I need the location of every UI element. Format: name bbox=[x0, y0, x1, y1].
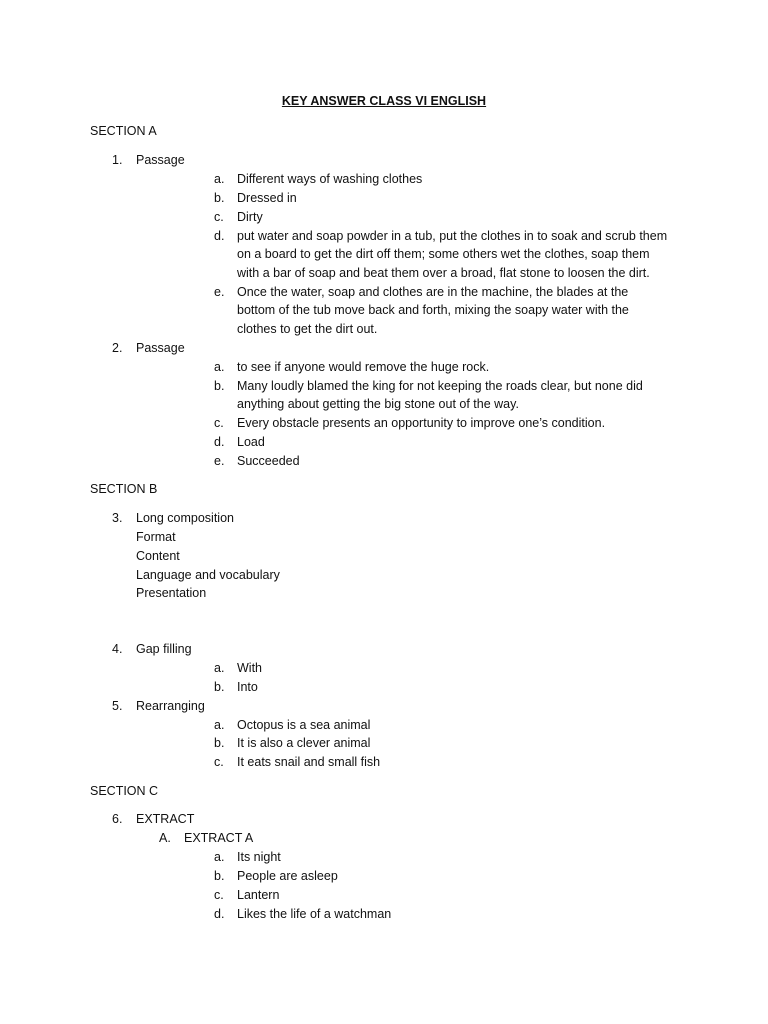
section-b-heading: SECTION B bbox=[90, 482, 158, 496]
q6-d-letter: d. bbox=[214, 907, 225, 921]
q4-a-answer: With bbox=[237, 661, 262, 675]
q2-e-letter: e. bbox=[214, 454, 225, 468]
q4-b-answer: Into bbox=[237, 680, 258, 694]
q6-c-answer: Lantern bbox=[237, 888, 280, 902]
q1-d-answer-line-3: with a bar of soap and beat them over a broad, flat stone to loosen the dirt. bbox=[237, 266, 650, 280]
section-a-heading: SECTION A bbox=[90, 124, 157, 138]
q5-number: 5. bbox=[112, 699, 123, 713]
q3-item: Format bbox=[136, 530, 176, 544]
q2-c-letter: c. bbox=[214, 416, 224, 430]
q5-b-answer: It is also a clever animal bbox=[237, 736, 371, 750]
q2-d-answer: Load bbox=[237, 435, 265, 449]
q1-d-answer-line-2: on a board to get the dirt off them; some others wet the clothes, soap them bbox=[237, 247, 650, 261]
q6-sub-label: EXTRACT A bbox=[184, 831, 254, 845]
q1-label: Passage bbox=[136, 153, 185, 167]
q3-item: Presentation bbox=[136, 586, 207, 600]
q4-a-letter: a. bbox=[214, 661, 225, 675]
q6-c-letter: c. bbox=[214, 888, 224, 902]
q6-sub-letter: A. bbox=[159, 831, 171, 845]
q5-c-letter: c. bbox=[214, 755, 224, 769]
q1-d-letter: d. bbox=[214, 229, 225, 243]
q3-label: Long composition bbox=[136, 511, 234, 525]
q2-b-letter: b. bbox=[214, 379, 225, 393]
q5-a-answer: Octopus is a sea animal bbox=[237, 718, 371, 732]
q1-c-answer: Dirty bbox=[237, 210, 263, 224]
q5-b-letter: b. bbox=[214, 736, 225, 750]
q2-label: Passage bbox=[136, 341, 185, 355]
q1-e-answer-line-2: bottom of the tub move back and forth, mixing the soapy water with the bbox=[237, 303, 629, 317]
q2-e-answer: Succeeded bbox=[237, 454, 300, 468]
q1-e-answer-line-1: Once the water, soap and clothes are in the machine, the blades at the bbox=[237, 285, 629, 299]
q4-b-letter: b. bbox=[214, 680, 225, 694]
q5-c-answer: It eats snail and small fish bbox=[237, 755, 381, 769]
q2-b-answer-line-1: Many loudly blamed the king for not keeping the roads clear, but none did bbox=[237, 379, 643, 393]
q6-label: EXTRACT bbox=[136, 812, 195, 826]
q2-d-letter: d. bbox=[214, 435, 225, 449]
q6-a-letter: a. bbox=[214, 850, 225, 864]
q2-a-letter: a. bbox=[214, 360, 225, 374]
q3-number: 3. bbox=[112, 511, 123, 525]
q4-label: Gap filling bbox=[136, 642, 192, 656]
q6-number: 6. bbox=[112, 812, 123, 826]
q4-number: 4. bbox=[112, 642, 123, 656]
q1-d-answer-line-1: put water and soap powder in a tub, put the clothes in to soak and scrub them bbox=[237, 229, 668, 243]
q6-d-answer: Likes the life of a watchman bbox=[237, 907, 392, 921]
q1-b-letter: b. bbox=[214, 191, 225, 205]
q3-item: Language and vocabulary bbox=[136, 568, 280, 582]
q5-a-letter: a. bbox=[214, 718, 225, 732]
q6-a-answer: Its night bbox=[237, 850, 281, 864]
q2-a-answer: to see if anyone would remove the huge rock. bbox=[237, 360, 490, 374]
q1-a-letter: a. bbox=[214, 172, 225, 186]
q5-label: Rearranging bbox=[136, 699, 205, 713]
q1-e-letter: e. bbox=[214, 285, 225, 299]
page-title: KEY ANSWER CLASS VI ENGLISH bbox=[281, 94, 487, 108]
q6-b-answer: People are asleep bbox=[237, 869, 338, 883]
q2-number: 2. bbox=[112, 341, 123, 355]
q3-item: Content bbox=[136, 549, 180, 563]
q1-e-answer-line-3: clothes to get the dirt out. bbox=[237, 322, 378, 336]
q6-b-letter: b. bbox=[214, 869, 225, 883]
section-c-heading: SECTION C bbox=[90, 784, 159, 798]
q1-c-letter: c. bbox=[214, 210, 224, 224]
q1-b-answer: Dressed in bbox=[237, 191, 297, 205]
q2-b-answer-line-2: anything about getting the big stone out of the way. bbox=[237, 397, 519, 411]
q2-c-answer: Every obstacle presents an opportunity to improve one’s condition. bbox=[237, 416, 606, 430]
q1-a-answer: Different ways of washing clothes bbox=[237, 172, 423, 186]
q1-number: 1. bbox=[112, 153, 123, 167]
